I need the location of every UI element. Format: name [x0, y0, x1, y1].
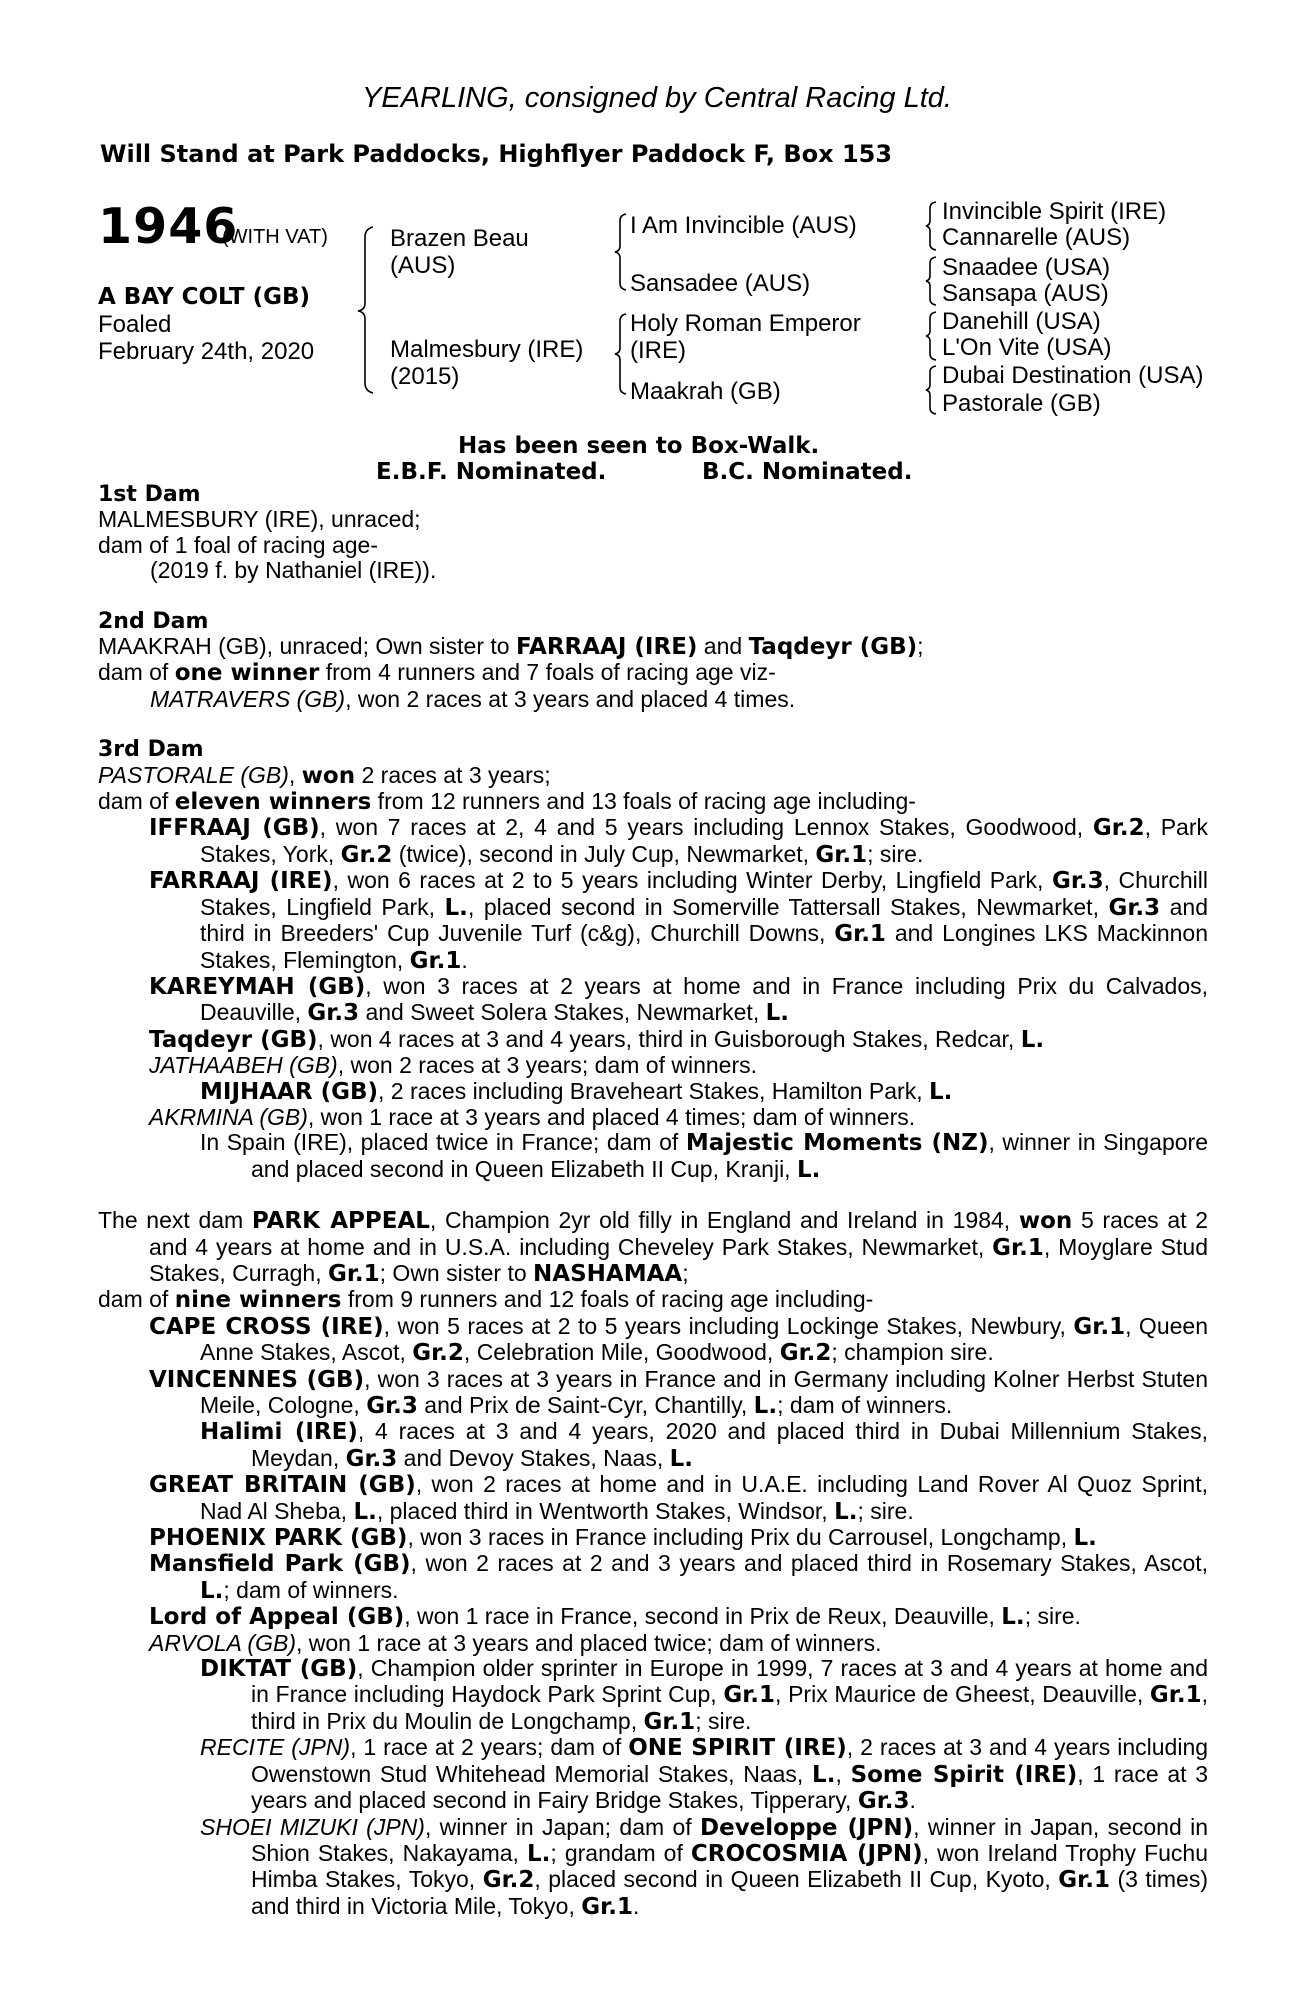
gen4-6: L'On Vite (USA) — [942, 334, 1112, 361]
progeny-lord-of-appeal: Lord of Appeal (GB), won 1 race in France, second in Prix de Reux, Deauville, L.; sire. — [149, 1603, 1081, 1631]
foaled-label: Foaled — [98, 311, 172, 338]
pedigree-bracket-sire — [612, 212, 632, 292]
dam-sire: Holy Roman Emperor (IRE) — [630, 310, 861, 364]
foaled-info — [98, 311, 314, 365]
progeny-vincennes: VINCENNES (GB), won 3 races at 3 years in France and in Germany including Kolner Herbst Stuten Meile, Cologne, Gr.3 and Prix de Saint-Cyr, Chantilly, L.; dam of winners. — [149, 1365, 1208, 1419]
pedigree-bracket-g4-4 — [923, 364, 941, 416]
progeny-iffraaj: IFFRAAJ (GB), won 7 races at 2, 4 and 5 years including Lennox Stakes, Goodwood, Gr.2, Park Stakes, York, Gr.2 (twice), second in July Cup, Newmarket, Gr.1; sire. — [149, 814, 1209, 868]
sire-sire: I Am Invincible (AUS) — [630, 212, 857, 239]
progeny-mansfield-park: Mansfield Park (GB), won 2 races at 2 and 3 years and placed third in Rosemary Stakes, Ascot, L.; dam of winners. — [149, 1550, 1209, 1604]
progeny-phoenix-park: PHOENIX PARK (GB), won 3 races in France including Prix du Carrousel, Longchamp, L. — [149, 1524, 1097, 1552]
ebf-notice: E.B.F. Nominated. — [376, 459, 607, 485]
pedigree-bracket-gen1 — [355, 225, 385, 395]
box-walk-notice: Has been seen to Box-Walk. — [458, 433, 820, 459]
progeny-shoei-mizuki: SHOEI MIZUKI (JPN), winner in Japan; dam of Developpe (JPN), winner in Japan, second in Shion Stakes, Nakayama, L.; grandam of CROCOSMIA (JPN), won Ireland Trophy Fuchu Himba Stakes, Tokyo, Gr.2, placed second in Queen Elizabeth II Cup, Kyoto, Gr.1 (3 times) and third in Victoria Mile, Tokyo, Gr.1. — [200, 1813, 1208, 1920]
catalogue-body — [98, 482, 1208, 1920]
progeny-in-spain: In Spain (IRE), placed twice in France; dam of Majestic Moments (NZ), winner in Singapore and placed second in Queen Elizabeth II Cup, Kranji, L. — [200, 1129, 1209, 1183]
pedigree-bracket-g4-3 — [923, 310, 941, 362]
vat-note: (WITH VAT) — [222, 226, 328, 248]
progeny-recite: RECITE (JPN), 1 race at 2 years; dam of ONE SPIRIT (IRE), 2 races at 3 and 4 years including Owenstown Stud Whitehead Memorial Stakes, Naas, L., Some Spirit (IRE), 1 race at 3 years and placed second in Fairy Bridge Stakes, Tipperary, Gr.3. — [200, 1734, 1209, 1815]
next-dam-section: The next dam PARK APPEAL, Champion 2yr old filly in England and Ireland in 1984, won 5 races at 2 and 4 years at home and in U.S.A. including Cheveley Park Stakes, Newmarket, Gr.1, Moyglare Stud Stakes, Curragh, Gr.1; Own sister to NASHAMAA; dam of nine winners from 9 runners and 12 foals of racing age including- CAPE CROSS (IRE), won 5 races at 2 to 5 years including Lockinge Stakes, Newbury, Gr.1, Queen Anne Stakes, Ascot, Gr.2, Celebration Mile, Goodwood, Gr.2; champion sire. VINCENNES (GB), won 3 races at 3 years in France and in Germany including Kolner Herbst Stuten Meile, Cologne, Gr.3 and Prix de Saint-Cyr, Chantilly, L.; dam of winners. Halimi (IRE), 4 races at 3 and 4 years, 2020 and placed third in Dubai Millennium Stakes, Meydan, Gr.3 and Devoy Stakes, Naas, L. GREAT BRITAIN (GB), won 2 races at home and in U.A.E. including Land Rover Al Quoz Sprint, Nad Al Sheba, L., placed third in Wentworth Stakes, Windsor, L.; sire. PHOENIX PARK (GB), won 3 races in France including Prix du Carrousel, Longchamp, L. Mansfield Park (GB), won 2 races at 2 and 3 years and placed third in Rosemary Stakes, Ascot, L.; dam of winners. Lord of Appeal (GB), won 1 race in France, second in Prix de Reux, Deauville, L.; sire. ARVOLA (GB), won 1 race at 3 years and placed twice; dam of winners. DIKTAT (GB), Champion older sprinter in Europe in 1999, 7 races at 3 and 4 years at home and in France including Haydock Park Sprint Cup, Gr.1, Prix Maurice de Gheest, Deauville, Gr.1, third in Prix du Moulin de Longchamp, Gr.1; sire. RECITE (JPN), 1 race at 2 years; dam of ONE SPIRIT (IRE), 2 races at 3 and 4 years including Owenstown Stud Whitehead Memorial Stakes, Naas, L., Some Spirit (IRE), 1 race at 3 years and placed second in Fairy Bridge Stakes, Tipperary, Gr.3. SHOEI MIZUKI (JPN), winner in Japan; dam of Developpe (JPN), winner in Japan, second in Shion Stakes, Nakayama, L.; grandam of CROCOSMIA (JPN), won Ireland Trophy Fuchu Himba Stakes, Tokyo, Gr.2, placed second in Queen Elizabeth II Cup, Kyoto, Gr.1 (3 times) and third in Victoria Mile, Tokyo, Gr.1. — [98, 1207, 1209, 1920]
second-dam-section: 2nd Dam MAAKRAH (GB), unraced; Own sister to FARRAAJ (IRE) and Taqdeyr (GB); dam of one winner from 4 runners and 7 foals of racing age viz- MATRAVERS (GB), won 2 races at 3 years and placed 4 times. — [98, 609, 1208, 713]
first-dam-title: 1st Dam — [98, 482, 201, 507]
progeny-akrmina: AKRMINA (GB), won 1 race at 3 years and placed 4 times; dam of winners. — [149, 1103, 916, 1130]
progeny-arvola: ARVOLA (GB), won 1 race at 3 years and placed twice; dam of winners. — [149, 1629, 882, 1656]
dam-dam: Maakrah (GB) — [630, 378, 781, 405]
pedigree-bracket-g4-1 — [923, 200, 941, 252]
dam: Malmesbury (IRE) (2015) — [390, 336, 584, 390]
gen4-8: Pastorale (GB) — [942, 390, 1101, 417]
progeny-jathaabeh: JATHAABEH (GB), won 2 races at 3 years; dam of winners. — [149, 1052, 758, 1079]
third-dam-section: 3rd Dam PASTORALE (GB), won 2 races at 3 years; dam of eleven winners from 12 runners and 13 foals of racing age including- IFFRAAJ (GB), won 7 races at 2, 4 and 5 years including Lennox Stakes, Goodwood, Gr.2, Park Stakes, York, Gr.2 (twice), second in July Cup, Newmarket, Gr.1; sire. FARRAAJ (IRE), won 6 races at 2 to 5 years including Winter Derby, Lingfield Park, Gr.3, Churchill Stakes, Lingfield Park, L., placed second in Somerville Tattersall Stakes, Newmarket, Gr.3 and third in Breeders' Cup Juvenile Turf (c&g), Churchill Downs, Gr.1 and Longines LKS Mackinnon Stakes, Flemington, Gr.1. KAREYMAH (GB), won 3 races at 2 years at home and in France including Prix du Calvados, Deauville, Gr.3 and Sweet Solera Stakes, Newmarket, L. Taqdeyr (GB), won 4 races at 3 and 4 years, third in Guisborough Stakes, Redcar, L. JATHAABEH (GB), won 2 races at 3 years; dam of winners. MIJHAAR (GB), 2 races including Braveheart Stakes, Hamilton Park, L. AKRMINA (GB), won 1 race at 3 years and placed 4 times; dam of winners. In Spain (IRE), placed twice in France; dam of Majestic Moments (NZ), winner in Singapore and placed second in Queen Elizabeth II Cup, Kranji, L. — [98, 737, 1209, 1183]
bc-notice: B.C. Nominated. — [702, 459, 913, 485]
second-dam-title: 2nd Dam — [98, 608, 209, 634]
pedigree-bracket-dam — [612, 312, 632, 396]
stand-location: Will Stand at Park Paddocks, Highflyer Paddock F, Box 153 — [100, 140, 893, 168]
progeny-great-britain: GREAT BRITAIN (GB), won 2 races at home and in U.A.E. including Land Rover Al Quoz Sprint, Nad Al Sheba, L., placed third in Wentworth Stakes, Windsor, L.; sire. — [149, 1471, 1208, 1525]
progeny-halimi: Halimi (IRE), 4 races at 3 and 4 years, 2020 and placed third in Dubai Millennium Stakes, Meydan, Gr.3 and Devoy Stakes, Naas, L. — [200, 1418, 1208, 1472]
progeny-farraaj: FARRAAJ (IRE), won 6 races at 2 to 5 years including Winter Derby, Lingfield Park, Gr.3, Churchill Stakes, Lingfield Park, L., placed second in Somerville Tattersall Stakes, Newmarket, Gr.3 and third in Breeders' Cup Juvenile Turf (c&g), Churchill Downs, Gr.1 and Longines LKS Mackinnon Stakes, Flemington, Gr.1. — [149, 867, 1209, 974]
gen4-3: Snaadee (USA) — [942, 254, 1111, 281]
lot-number: 1946 — [98, 198, 239, 255]
gen4-7: Dubai Destination (USA) — [942, 362, 1204, 389]
gen4-2: Cannarelle (AUS) — [942, 224, 1131, 251]
third-dam-title: 3rd Dam — [98, 737, 204, 763]
lot-description: A BAY COLT (GB) — [98, 284, 311, 310]
progeny-cape-cross: CAPE CROSS (IRE), won 5 races at 2 to 5 years including Lockinge Stakes, Newbury, Gr.1, Queen Anne Stakes, Ascot, Gr.2, Celebration Mile, Goodwood, Gr.2; champion sire. — [149, 1312, 1208, 1367]
progeny-taqdeyr: Taqdeyr (GB), won 4 races at 3 and 4 years, third in Guisborough Stakes, Redcar, L. — [149, 1025, 1045, 1053]
progeny-diktat: DIKTAT (GB), Champion older sprinter in Europe in 1999, 7 races at 3 and 4 years at home and in France including Haydock Park Sprint Cup, Gr.1, Prix Maurice de Gheest, Deauville, Gr.1, third in Prix du Moulin de Longchamp, Gr.1; sire. — [200, 1655, 1208, 1735]
gen4-1: Invincible Spirit (IRE) — [942, 198, 1167, 225]
gen4-4: Sansapa (AUS) — [942, 280, 1109, 307]
progeny-mijhaar: MIJHAAR (GB), 2 races including Braveheart Stakes, Hamilton Park, L. — [200, 1077, 953, 1105]
pedigree-bracket-g4-2 — [923, 255, 941, 307]
sire-dam: Sansadee (AUS) — [630, 270, 811, 297]
next-dam-intro: The next dam PARK APPEAL, Champion 2yr old filly in England and Ireland in 1984, won 5 races at 2 and 4 years at home and in U.S.A. including Cheveley Park Stakes, Newmarket, Gr.1, Moyglare Stud Stakes, Curragh, Gr.1; Own sister to NASHAMAA; — [98, 1207, 1208, 1287]
foaled-date: February 24th, 2020 — [98, 338, 315, 365]
consignor-heading: YEARLING, consigned by Central Racing Ltd. — [362, 82, 952, 114]
first-dam-section: 1st Dam MALMESBURY (IRE), unraced; dam of 1 foal of racing age- (2019 f. by Nathaniel (IRE)). — [98, 482, 1208, 584]
progeny-kareymah: KAREYMAH (GB), won 3 races at 2 years at home and in France including Prix du Calvados, Deauville, Gr.3 and Sweet Solera Stakes, Newmarket, L. — [149, 972, 1209, 1027]
gen4-5: Danehill (USA) — [942, 308, 1101, 335]
sire: Brazen Beau (AUS) — [390, 225, 529, 279]
